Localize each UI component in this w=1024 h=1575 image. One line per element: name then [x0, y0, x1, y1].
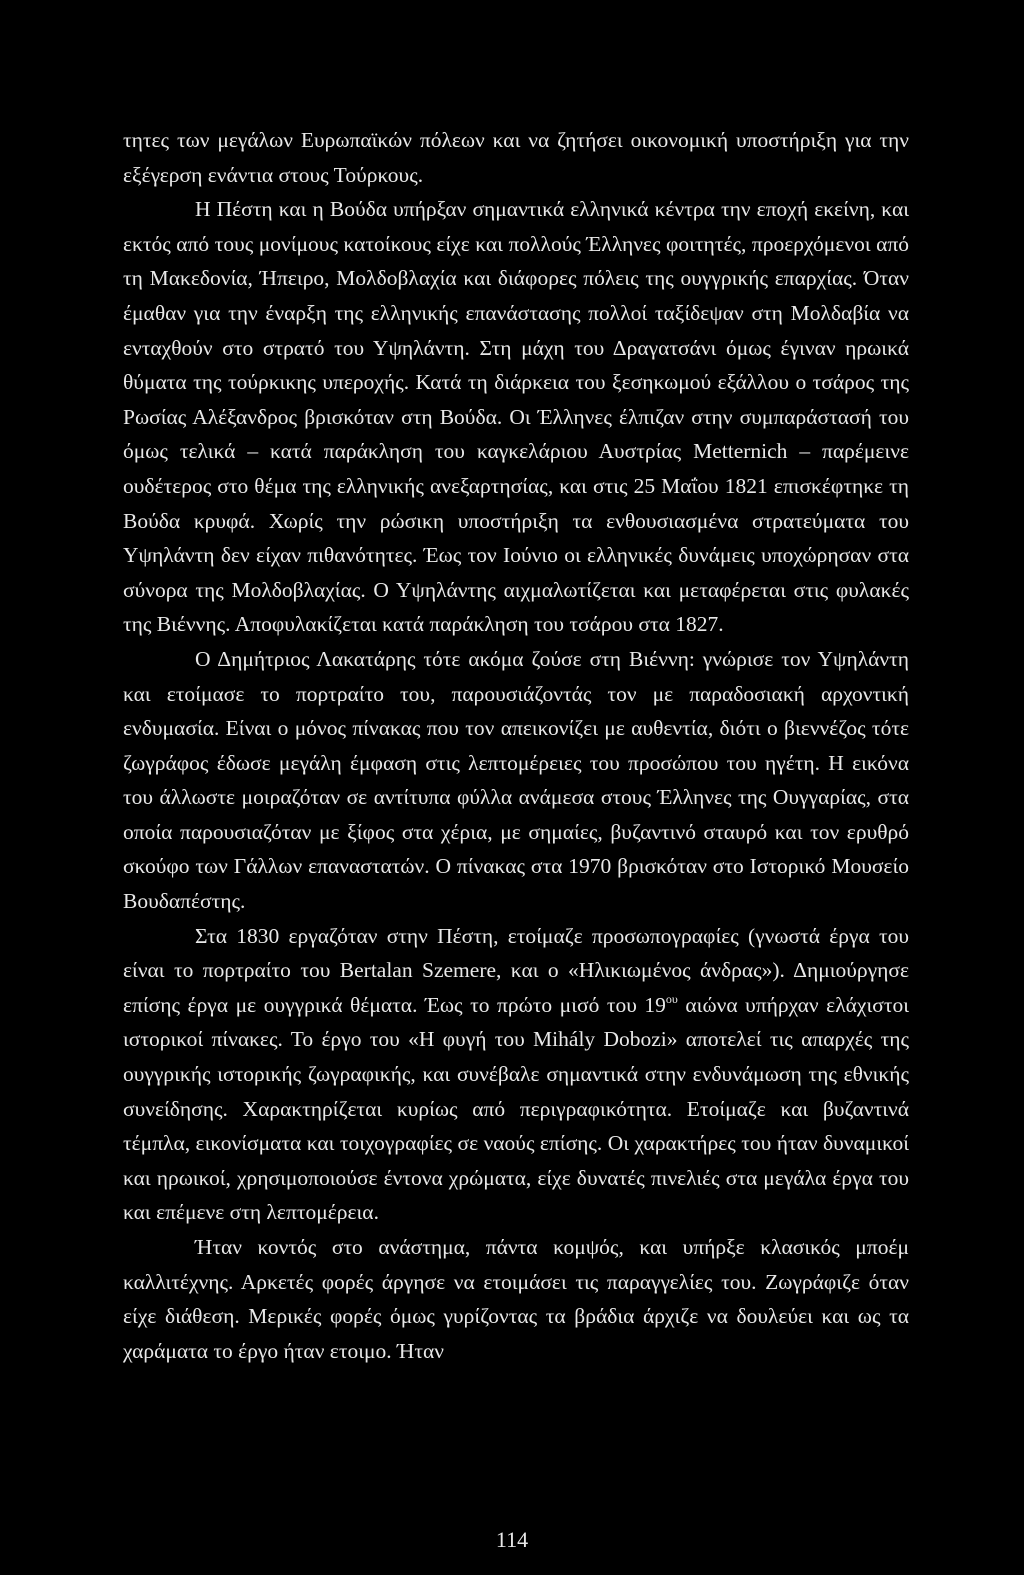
paragraph-1830-text-end: αιώνα υπήρχαν ελάχιστοι ιστορικοί πίνακες. — [123, 992, 909, 1052]
superscript-ordinal: ου — [665, 991, 678, 1006]
paragraph-character: Ήταν κοντός στο ανάστημα, πάντα κομψός, και υπήρξε κλασικός μποέμ καλλιτέχνης. Αρκετές φορές άργησε να ετοιμάσει τις παραγγελίες του. Ζωγράφιζε όταν είχε διάθεση. Μερικές φορές όμως γυρίζοντας τα βράδια άρχιζε να δουλεύει και ως τα χαράματα το έργο ήταν ετοιμο. Ήταν — [123, 1235, 909, 1363]
page-body — [123, 123, 909, 1368]
paragraph-pest-buda: Η Πέστη και η Βούδα υπήρξαν σημαντικά ελληνικά κέντρα την εποχή εκείνη, και εκτός από τους μονίμους κατοίκους είχε και πολλούς Έλληνες φοιτητές, προερχόμενοι από τη Μακεδονία, Ήπειρο, Μολδοβλαχία και διάφορες πόλεις της ουγγρικής επαρχίας. Όταν έμαθαν για την έναρξη της ελληνικής επανάστασης πολλοί ταξίδεψαν στη Μολδαβία να ενταχθούν στο στρατό του Υψηλάντη. Στη μάχη του Δραγατσάνι όμως έγιναν ηρωικά θύματα της τούρκικης υπεροχής. Κατά τη διάρκεια του ξεσηκωμού εξάλλου ο τσάρος της Ρωσίας Αλέξανδρος βρισκόταν στη Βούδα. Οι Έλληνες έλπιζαν στην συμπαράστασή του όμως τελικά – κατά παράκληση του καγκελάριου Αυστρίας Metternich – παρέμεινε ουδέτερος στο θέμα της ελληνικής ανεξαρτησίας, και στις 25 Μαΐου 1821 επισκέφτηκε τη Βούδα κρυφά. Χωρίς την ρώσικη υποστήριξη τα ενθουσιασμένα στρατεύματα του Υψηλάντη δεν είχαν πιθανότητες. Έως τον Ιούνιο οι ελληνικές δυνάμεις υποχώρησαν στα σύνορα της Μολδοβλαχίας. Ο Υψηλάντης αιχμαλωτίζεται και μεταφέρεται στις φυλακές της Βιέννης. Αποφυλακίζεται κατά παράκληση του τσάρου στα 1827. — [123, 197, 909, 637]
paragraph-dobozi: Το έργο του «Η φυγή του Mihály Dobozi» αποτελεί τις απαρχές της ουγγρικής ιστορικής ζωγραφικής, και συνέβαλε σημαντικά στην ενδυνάμωση της εθνικής συνείδησης. Χαρακτηρίζεται κυρίως από περιγραφικότητα. Ετοίμαζε και βυζαντινά τέμπλα, εικονίσματα και τοιχογραφίες σε ναούς επίσης. Οι χαρακτήρες του ήταν δυναμικοί και ηρωικοί, χρησιμοποιούσε έντονα χρώματα, είχε δυνατές πινελιές στα μεγάλα έργα του και επέμενε στη λεπτομέρεια. — [123, 1027, 909, 1225]
paragraph-1830 — [123, 919, 909, 1230]
page-number: 114 — [495, 1527, 529, 1552]
paragraph-lakataris: Ο Δημήτριος Λακατάρης τότε ακόμα ζούσε στη Βιέννη: γνώρισε τον Υψηλάντη και ετοίμασε το πορτραίτο του, παρουσιάζοντάς τον με παραδοσιακή αρχοντική ενδυμασία. Είναι ο μόνος πίνακας που τον απεικονίζει με αυθεντία, διότι ο βιεννέζος τότε ζωγράφος έδωσε μεγάλη έμφαση στις λεπτομέρειες του προσώπου του ηγέτη. Η εικόνα του άλλωστε μοιραζόταν σε αντίτυπα φύλλα ανάμεσα στους Έλληνες της Ουγγαρίας, στα οποία παρουσιαζόταν με ξίφος στα χέρια, με σημαίες, βυζαντινό σταυρό και τον ερυθρό σκούφο των Γάλλων επαναστατών. Ο πίνακας στα 1970 βρισκόταν στο Ιστορικό Μουσείο Βουδαπέστης. — [123, 646, 909, 914]
paragraph-continuation: τητες των μεγάλων Ευρωπαϊκών πόλεων και να ζητήσει οικονομική υποστήριξη για την εξέγερση ενάντια στους Τούρκους. — [123, 128, 909, 187]
paragraph-1830-text: Στα 1830 εργαζόταν στην Πέστη, ετοίμαζε προσωπογραφίες (γνωστά έργα του είναι το πορτραίτο του Bertalan Szemere, και ο «Ηλικιωμένος άνδρας»). Δημιούργησε επίσης έργα με ουγγρικά θέματα. Έως το πρώτο μισό του 19 — [123, 923, 909, 1017]
